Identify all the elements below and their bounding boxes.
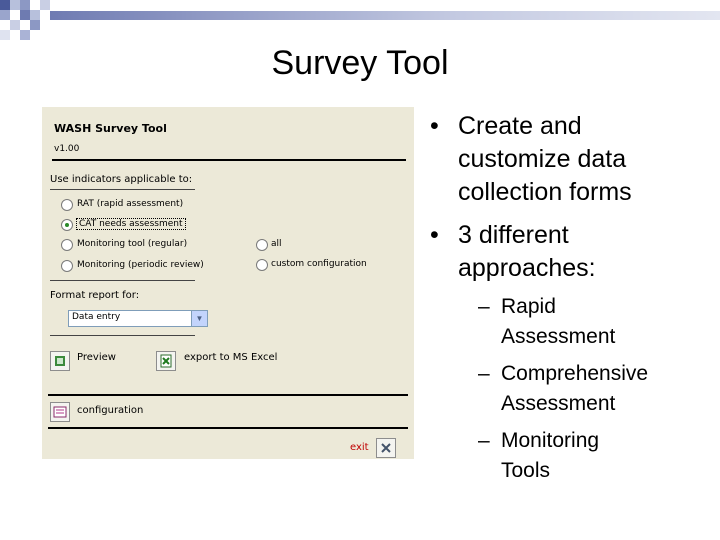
sub-bullet-line: Comprehensive	[501, 362, 649, 385]
divider	[50, 189, 195, 190]
option-custom-configuration-label: custom configuration	[271, 259, 367, 269]
corner-square	[10, 0, 20, 10]
format-select-value: Data entry	[72, 312, 121, 322]
app-title: WASH Survey Tool	[54, 122, 167, 135]
survey-tool-window	[42, 107, 414, 459]
corner-square	[40, 0, 50, 10]
radio-monitoring-regular[interactable]	[61, 239, 73, 251]
sub-bullet-marker: –	[478, 362, 490, 385]
app-version: v1.00	[54, 144, 80, 154]
configuration-icon	[51, 403, 69, 421]
option-monitoring-regular-label: Monitoring tool (regular)	[77, 239, 188, 249]
sub-bullet-marker: –	[478, 429, 490, 452]
close-icon	[377, 439, 395, 457]
preview-label: Preview	[77, 352, 116, 363]
exit-button[interactable]	[376, 438, 396, 458]
option-cat-label: CAT needs assessment	[79, 219, 183, 229]
format-label: Format report for:	[50, 290, 140, 301]
configuration-label: configuration	[77, 405, 144, 416]
exit-label[interactable]: exit	[350, 442, 369, 453]
sub-bullet-line: Monitoring	[501, 429, 600, 452]
bullet-line: customize data	[458, 145, 627, 173]
sub-bullet-line: Assessment	[501, 392, 616, 415]
configuration-button[interactable]	[50, 402, 70, 422]
export-excel-label: export to MS Excel	[184, 352, 278, 363]
format-select[interactable]	[68, 310, 208, 327]
radio-monitoring-periodic[interactable]	[61, 260, 73, 272]
bullet-line: approaches:	[458, 254, 596, 282]
corner-square	[10, 20, 20, 30]
bullet-line: 3 different	[458, 221, 569, 249]
divider	[50, 280, 195, 281]
corner-square	[0, 0, 10, 10]
option-monitoring-periodic-label: Monitoring (periodic review)	[77, 260, 204, 270]
divider	[48, 427, 408, 429]
radio-cat[interactable]	[61, 219, 73, 231]
bullet-line: Create and	[458, 112, 582, 140]
bullet-marker: •	[430, 221, 439, 249]
sub-bullet-line: Tools	[501, 459, 551, 482]
preview-icon	[51, 352, 69, 370]
divider	[50, 335, 195, 336]
radio-all[interactable]	[256, 239, 268, 251]
sub-bullet-line: Assessment	[501, 325, 616, 348]
bullet-line: collection forms	[458, 178, 632, 206]
indicators-label: Use indicators applicable to:	[50, 174, 193, 185]
sub-bullet-line: Rapid	[501, 295, 556, 318]
corner-square	[20, 30, 30, 40]
corner-square	[0, 10, 10, 20]
divider	[48, 394, 408, 396]
option-all-label: all	[271, 239, 282, 249]
bullet-marker: •	[430, 112, 439, 140]
sub-bullet-marker: –	[478, 295, 490, 318]
divider	[52, 159, 406, 161]
corner-square	[30, 10, 40, 20]
chevron-down-icon[interactable]: ▼	[191, 311, 207, 326]
radio-rat[interactable]	[61, 199, 73, 211]
slide-title: Survey Tool	[271, 44, 449, 82]
export-excel-button[interactable]	[156, 351, 176, 371]
option-rat-label: RAT (rapid assessment)	[77, 199, 184, 209]
corner-square	[30, 20, 40, 30]
radio-custom-configuration[interactable]	[256, 259, 268, 271]
excel-icon	[157, 352, 175, 370]
corner-square	[0, 30, 10, 40]
corner-square	[20, 0, 30, 10]
header-bar	[50, 11, 720, 20]
preview-button[interactable]	[50, 351, 70, 371]
corner-square	[20, 10, 30, 20]
